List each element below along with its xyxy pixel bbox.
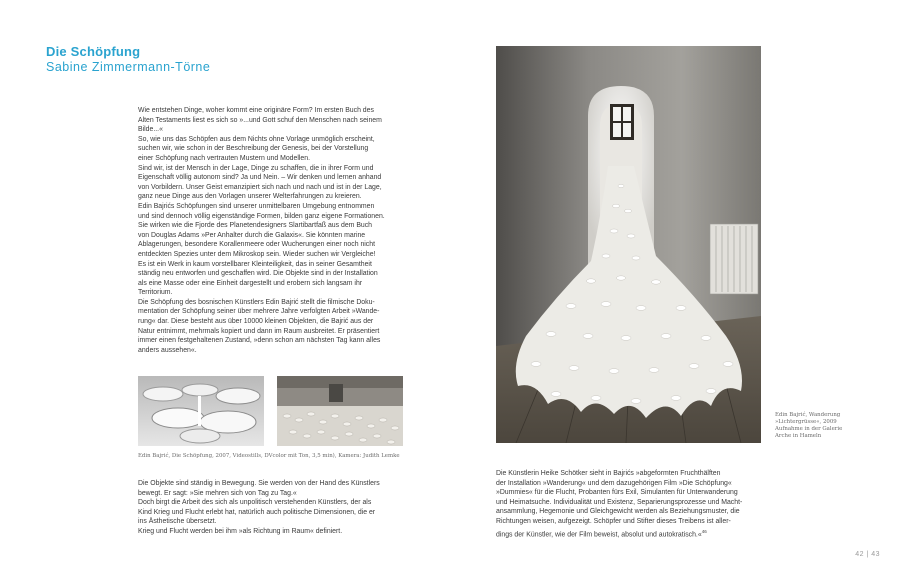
- installation-photo: [496, 46, 761, 443]
- page-number: 42 | 43: [855, 551, 880, 558]
- article-author: Sabine Zimmermann-Törne: [46, 60, 211, 74]
- video-still-bowls: [138, 376, 264, 446]
- caption-installation: Edin Bajrić, Wanderung »Lichtergrüsse«, 2009 Aufnahme in der Galerie Arche in Hameln: [775, 412, 843, 439]
- right-body-text: [496, 469, 766, 539]
- footnote-reference: 46: [701, 528, 707, 534]
- video-still-room: [277, 376, 403, 446]
- article-title: Die Schöpfung: [46, 44, 141, 59]
- main-body-text: Wie entstehen Dinge, woher kommt eine originäre Form? Im ersten Buch des Alten Testaments liest es sich so »...und Gott schuf den Menschen nach seinem Bilde...« So, wie uns das Schöpfen aus dem Nichts ohne Vorlage unmöglich erscheint, suchen wir, wie schon in der Beschreibung der Genesis, bei der Vorstellung einer Schöpfung nach vertrauten Mustern und Modellen. Sind wir, ist der Mensch in der Lage, Dinge zu schaffen, die in ihrer Form und Eigenschaft völlig autonom sind? Ja und Nein. – Wir denken und lernen anhand von Vorbildern. Unser Geist emanzipiert sich nach und nach und ist in der Lage, ganz neue Dinge aus den Vorlagen unserer Welterfahrungen zu kreieren. Edin Bajrićs Schöpfungen sind unserer unmittelbaren Umgebung entnommen und sind dennoch völlig eigenständige Formen, bilden ganz eigene Formationen. Sie wirken wie die Fjorde des Planetendesigners Slartibartfaß aus dem Buch von Douglas Adams »Per Anhalter durch die Galaxis«. Sie könnten marine Ablagerungen, besondere Korallenmeere oder Wucherungen einer noch nicht entdeckten Spezies unter dem Mikroskop sein. Wieder suchen wir Vergleiche! Es ist ein Werk in kaum vorstellbarer Kleinteiligkeit, das in seiner Gesamtheit ständig neu entworfen und geschaffen wird. Die Objekte sind in der Installation als eine Masse oder eine Einheit dargestellt und erobern sich langsam ihr Territorium. Die Schöpfung des bosnischen Künstlers Edin Bajrić stellt die filmische Doku- mentation der Schöpfung seiner über mehrere Jahre verfolgten Arbeit »Wande- rung« dar. Diese besteht aus über 10000 kleinen Objekten, die Bajrić aus der Natur entnimmt, mehrmals kopiert und dann im Raum ausbreitet. Er präsentiert immer einen festgehaltenen Zustand, »denn schon am nächsten Tag kann alles anders aussehen«.: [138, 107, 385, 354]
- lower-left-body-text: Die Objekte sind ständig in Bewegung. Sie werden von der Hand des Künstlers bewegt. Er sagt: »Sie mehren sich von Tag zu Tag.« Doch birgt die Arbeit des sich als unpolitisch verstehenden Künstlers, der als Kind Krieg und Flucht erlebt hat, natürlich auch politische Dimensionen, die er ins Ästhetische übersetzt. Krieg und Flucht werden bei ihm »als Richtung im Raum« definiert.: [138, 480, 380, 535]
- caption-video-stills: Edin Bajrić, Die Schöpfung, 2007, Videostills, DVcolor mit Ton, 3,5 min), Kamera: Judith Lemke: [138, 453, 400, 459]
- right-body-text-content: Die Künstlerin Heike Schötker sieht in Bajrićs »abgeformten Fruchthälften der Installation »Wanderung« und dem dazugehörigen Film »Die Schöpfung« »Dummies« für die Flucht, Probanten fürs Exil, Simulanten für Unterwanderung und Heimatsuche. Individualität und Existenz, Separierungsprozesse und Macht- ansammlung, Hegemonie und Gleichgewicht werden als Beziehungsmuster, die Richtungen weisen, aufgezeigt. Schöpfer und Stifter dieses Treibens ist aller- dings der Künstler, wie der Film beweist, absolut und autokratisch.«: [496, 470, 743, 538]
